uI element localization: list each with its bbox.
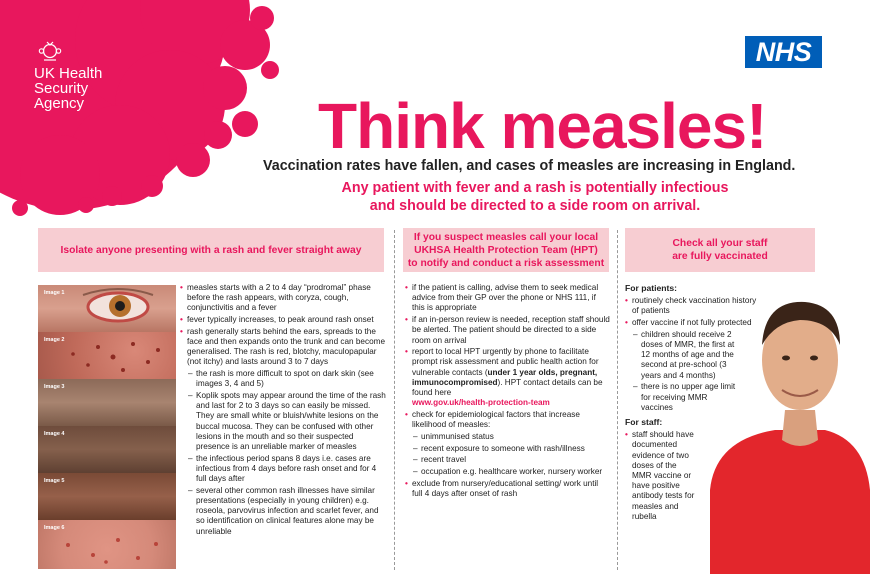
image-label-2: Image 2	[44, 337, 65, 343]
col3-heading-line-1: Check all your staff	[672, 238, 768, 249]
clinical-image-5	[38, 473, 176, 520]
vulnerable-contacts: under 1 year olds, pregnant, immunocompromised	[412, 367, 598, 387]
list-sub-item: – Koplik spots may appear around the time of the rash and last for 2 to 3 days so can easily be missed. They are small white or bluish/white lesions on the buccal mucosa. They can be confused with other lesions in the mouth and so their suspected presence is an unreliable marker of measles	[180, 391, 386, 452]
col3-heading	[625, 228, 815, 272]
hpt-link[interactable]: www.gov.uk/health-protection-team	[412, 398, 550, 408]
clinical-image-1	[38, 285, 176, 332]
list-sub-item: – the infectious period spans 8 days i.e. cases are infectious from 4 days before rash onset and for 4 full days after	[180, 454, 386, 485]
col2-list	[405, 283, 610, 501]
report-text-end: ). HPT contact details can be found here	[412, 377, 603, 398]
agency-name	[34, 66, 154, 111]
report-text: report to local HPT urgently by phone to facilitate prompt risk assessment and public health action for vulnerable contacts (	[412, 347, 599, 377]
list-item: • offer vaccine if not fully protected	[625, 318, 765, 328]
headline: Think measles!	[318, 90, 767, 162]
list-sub-item: – the rash is more difficult to spot on dark skin (see images 3, 4 and 5)	[180, 369, 386, 389]
list-item: • check for epidemiological factors that increase likelihood of measles:	[405, 410, 610, 430]
alert-line-2: and should be directed to a side room on arrival.	[369, 198, 701, 214]
image-label-5: Image 5	[44, 478, 65, 484]
alert-line-1: Any patient with fever and a rash is potentially infectious	[341, 180, 729, 196]
column-divider-2	[617, 230, 618, 570]
col1-list	[180, 283, 386, 538]
list-item: • fever typically increases, to peak around rash onset	[180, 315, 386, 325]
nhs-logo: NHS	[745, 36, 822, 68]
list-item	[405, 347, 610, 408]
clinical-image-3	[38, 379, 176, 426]
list-sub-item: – recent exposure to someone with rash/illness	[405, 444, 610, 454]
image-label-4: Image 4	[44, 431, 65, 437]
list-item: • measles starts with a 2 to 4 day “prodromal” phase before the rash appears, with coryza, cough, conjunctivitis and a fever	[180, 283, 386, 314]
col1-heading	[38, 228, 384, 272]
col1-heading-text: Isolate anyone presenting with a rash and fever straight away	[60, 244, 362, 256]
agency-line-2: Security	[34, 80, 89, 97]
crest-icon	[38, 40, 62, 62]
clinical-image-4	[38, 426, 176, 473]
list-item: • rash generally starts behind the ears, spreads to the face and then expands onto the trunk and can become generalised. The rash is red, blotchy, maculopapular (not itchy) and lasts around 3 to 7 days	[180, 327, 386, 368]
col2-heading-line-2: UKHSA Health Protection Team (HPT)	[414, 244, 598, 256]
list-sub-item: – there is no upper age limit for receiving MMR vaccines	[625, 382, 740, 413]
list-sub-item: – several other common rash illnesses have similar presentations (especially in young children) e.g. roseola, parvovirus infection and scarlet fever, and so identification on clinical features alone may be unreliable	[180, 486, 386, 537]
agency-line-3: Agency	[34, 95, 85, 112]
alert-text	[300, 179, 770, 215]
image-label-3: Image 3	[44, 384, 65, 390]
col2-heading-line-1: If you suspect measles call your local	[413, 231, 599, 243]
list-sub-item: – occupation e.g. healthcare worker, nursery worker	[405, 467, 610, 477]
agency-line-1: UK Health	[34, 65, 103, 82]
list-item: • routinely check vaccination history of patients	[625, 296, 765, 316]
col2-heading-line-3: to notify and conduct a risk assessment	[407, 257, 605, 269]
image-label-1: Image 1	[44, 290, 65, 296]
list-item: • staff should have documented evidence of two doses of the MMR vaccine or have positive antibody tests for measles and rubella	[625, 430, 695, 522]
staff-label: For staff:	[625, 416, 663, 427]
clinical-image-6	[38, 520, 176, 569]
column-divider-1	[394, 230, 395, 570]
clinical-images	[38, 285, 176, 569]
col2-heading	[403, 228, 609, 272]
list-sub-item: – unimmunised status	[405, 432, 610, 442]
pink-bubble-decoration	[0, 0, 330, 230]
image-label-6: Image 6	[44, 525, 65, 531]
col3-heading-line-2: are fully vaccinated	[672, 251, 768, 262]
list-item: • if an in-person review is needed, reception staff should be alerted. The patient should be directed to a side room on arrival	[405, 315, 610, 346]
col3-list	[625, 283, 765, 523]
list-sub-item: – children should receive 2 doses of MMR, the first at 12 months of age and the second at pre-school (3 years and 4 months)	[625, 330, 735, 381]
list-sub-item: – recent travel	[405, 455, 610, 465]
list-item: • exclude from nursery/educational setting/ work until full 4 days after onset of rash	[405, 479, 610, 499]
clinical-image-2	[38, 332, 176, 379]
list-item: • if the patient is calling, advise them to seek medical advice from their GP over the phone or NHS 111, if this is appropriate	[405, 283, 610, 314]
patients-label: For patients:	[625, 283, 678, 293]
subheadline: Vaccination rates have fallen, and cases of measles are increasing in England.	[263, 158, 796, 174]
